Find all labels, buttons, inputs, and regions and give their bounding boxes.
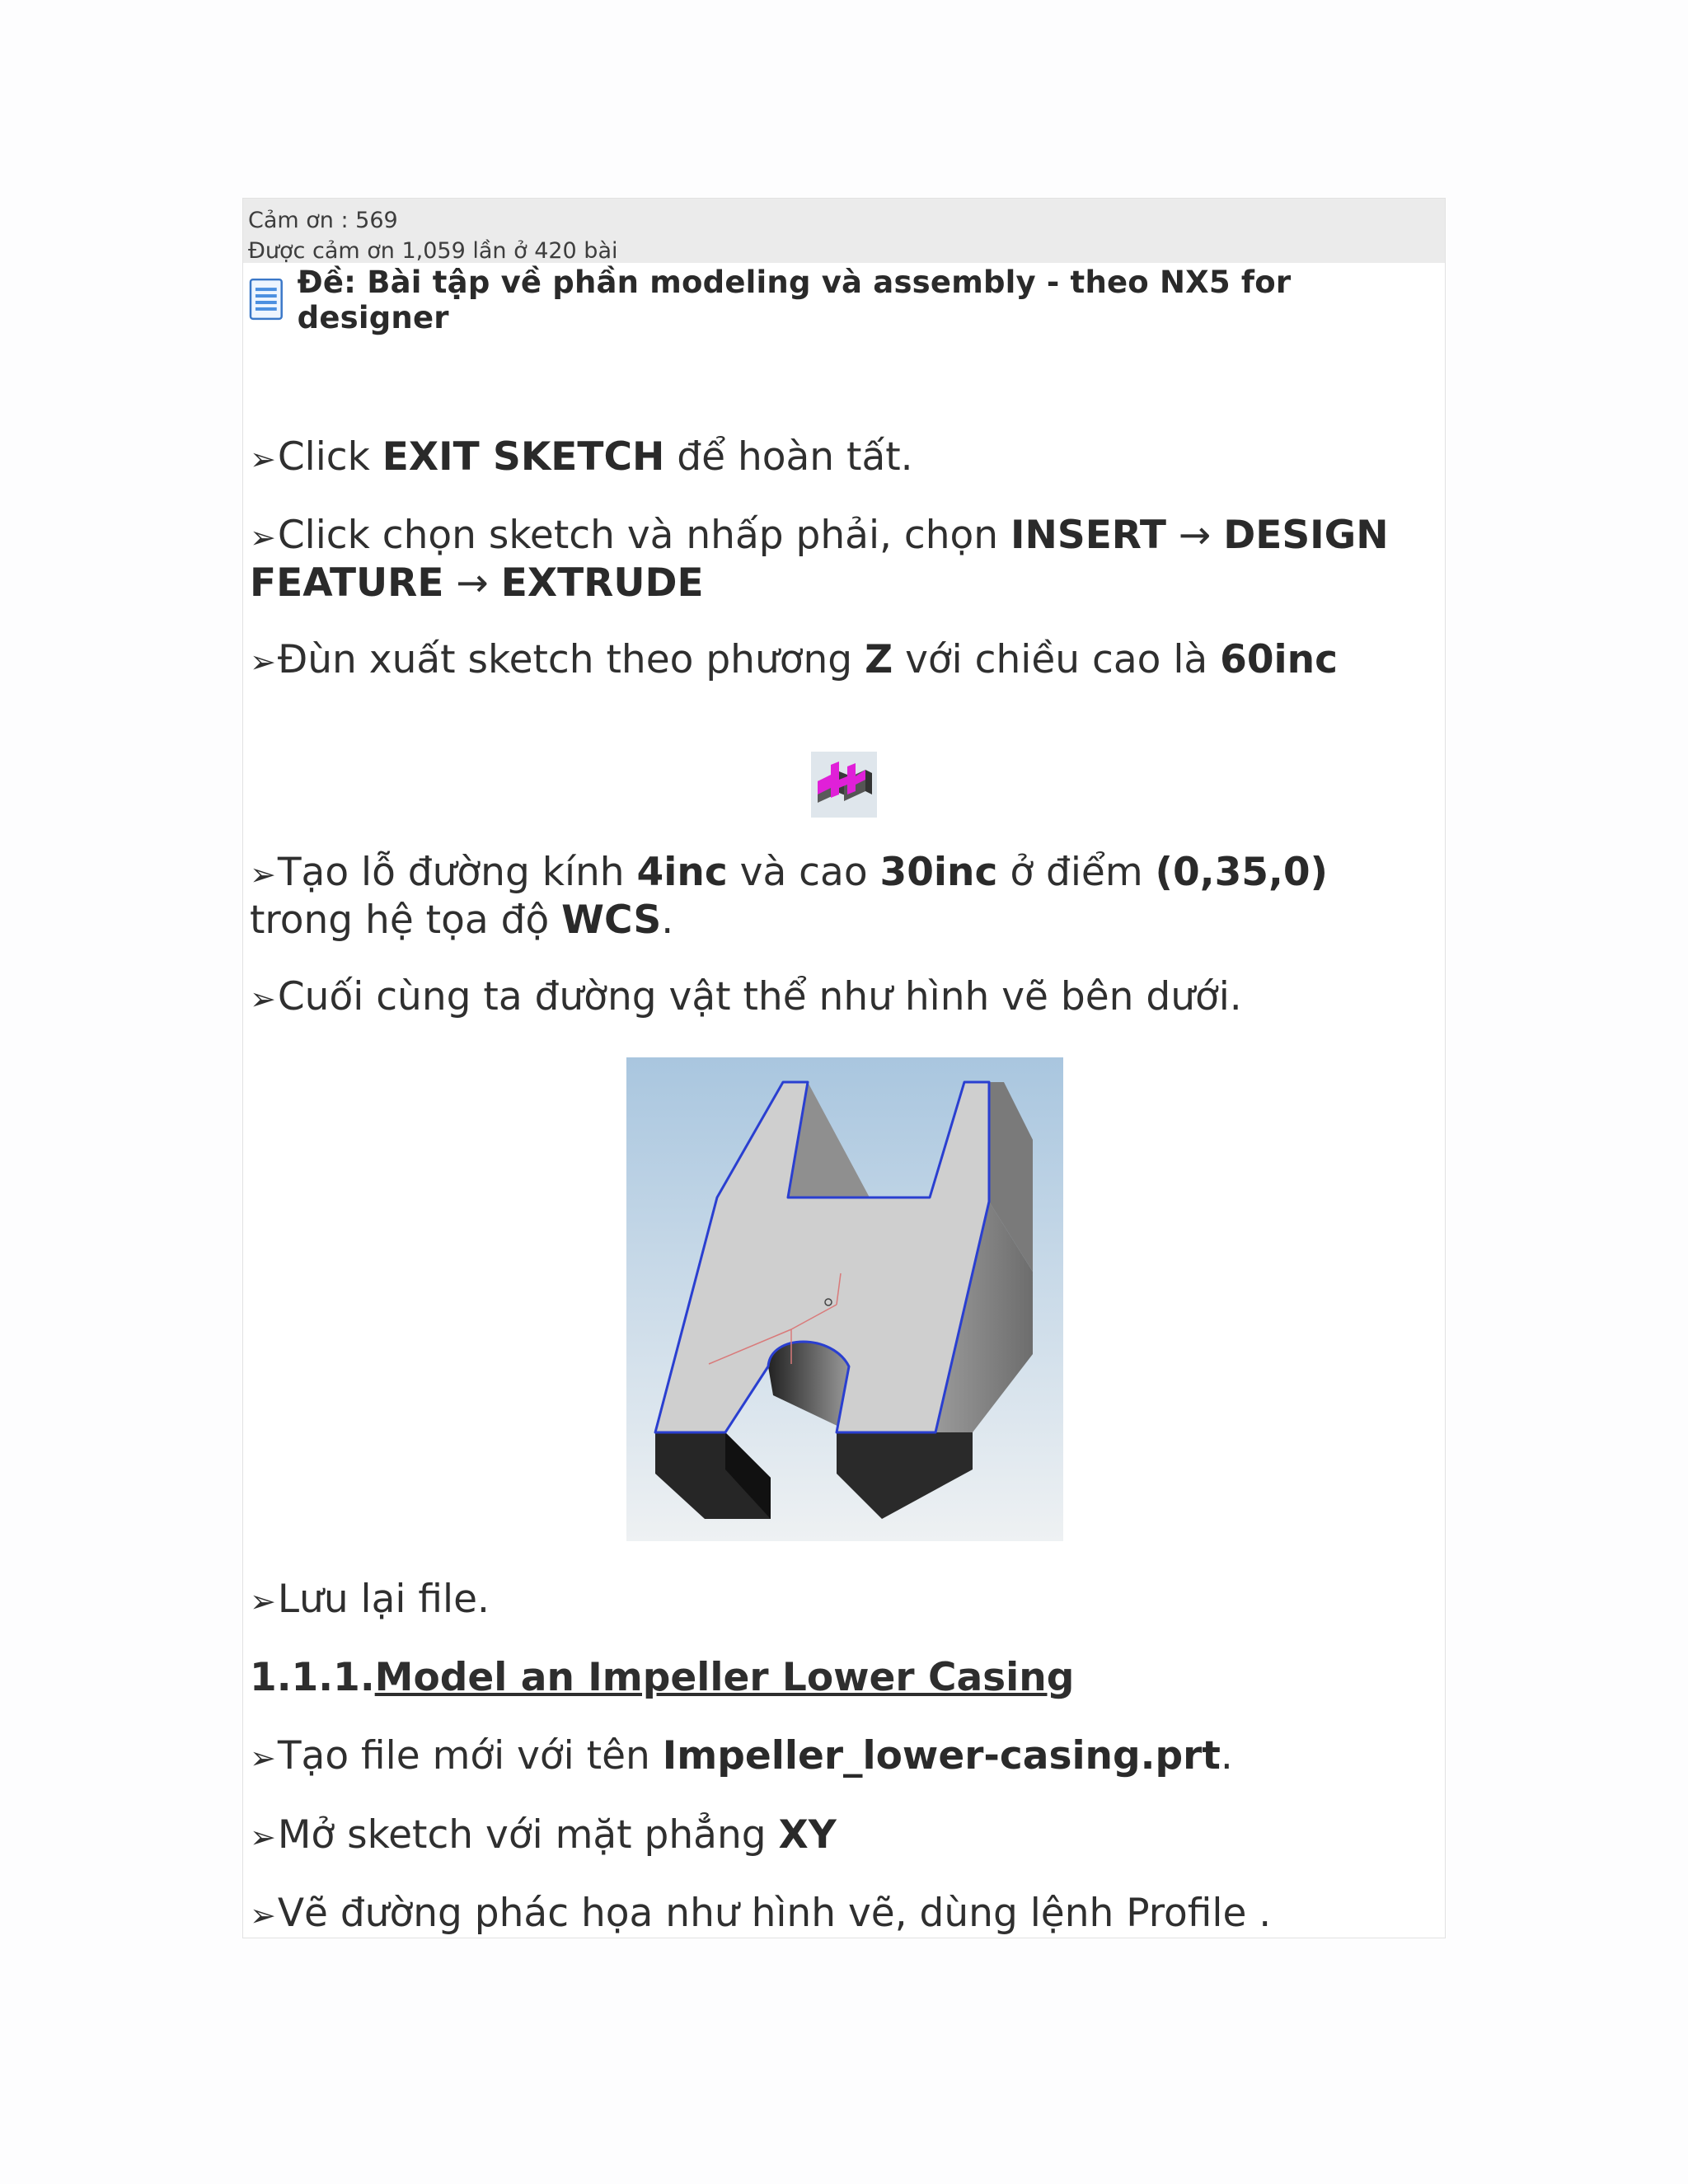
step-final-object: ➢Cuối cùng ta đường vật thể như hình vẽ bên dưới. — [250, 974, 1242, 1019]
step-draw-profile: ➢Vẽ đường phác họa như hình vẽ, dùng lệnh Profile . — [250, 1891, 1272, 1936]
bullet-arrow-icon: ➢ — [250, 644, 276, 680]
step-insert-extrude: ➢Click chọn sketch và nhấp phải, chọn INSERT → DESIGN FEATURE → EXTRUDE — [250, 513, 1389, 606]
step-extrude-z: ➢Đùn xuất sketch theo phương Z với chiều cao là 60inc — [250, 637, 1338, 682]
bullet-arrow-icon: ➢ — [250, 1897, 276, 1933]
bullet-arrow-icon: ➢ — [250, 1583, 276, 1619]
post-title-row — [248, 265, 1445, 335]
extrude-feature-icon — [811, 752, 877, 818]
bullet-arrow-icon: ➢ — [250, 441, 276, 477]
bullet-arrow-icon: ➢ — [250, 519, 276, 555]
bullet-arrow-icon: ➢ — [250, 981, 276, 1017]
bullet-arrow-icon: ➢ — [250, 856, 276, 893]
step-save-file: ➢Lưu lại file. — [250, 1577, 490, 1622]
post-title: Đề: Bài tập về phần modeling và assembly - theo NX5 for designer — [297, 265, 1292, 335]
step-create-hole: ➢Tạo lỗ đường kính 4inc và cao 30inc ở điểm (0,35,0) trong hệ tọa độ WCS. — [250, 850, 1329, 943]
3d-model-image — [626, 1057, 1063, 1541]
thanks-bar — [243, 199, 1445, 263]
thanks-count: Cảm ơn : 569 — [248, 208, 398, 233]
step-new-file: ➢Tạo file mới với tên Impeller_lower-casing.prt. — [250, 1733, 1233, 1779]
step-exit-sketch: ➢Click EXIT SKETCH để hoàn tất. — [250, 434, 913, 480]
bullet-arrow-icon: ➢ — [250, 1740, 276, 1776]
step-open-sketch: ➢Mở sketch với mặt phẳng XY — [250, 1812, 837, 1858]
section-heading: 1.1.1.Model an Impeller Lower Casing — [250, 1655, 1075, 1700]
document-icon — [248, 278, 286, 322]
thanked-count: Được cảm ơn 1,059 lần ở 420 bài — [248, 238, 618, 264]
bullet-arrow-icon: ➢ — [250, 1819, 276, 1855]
